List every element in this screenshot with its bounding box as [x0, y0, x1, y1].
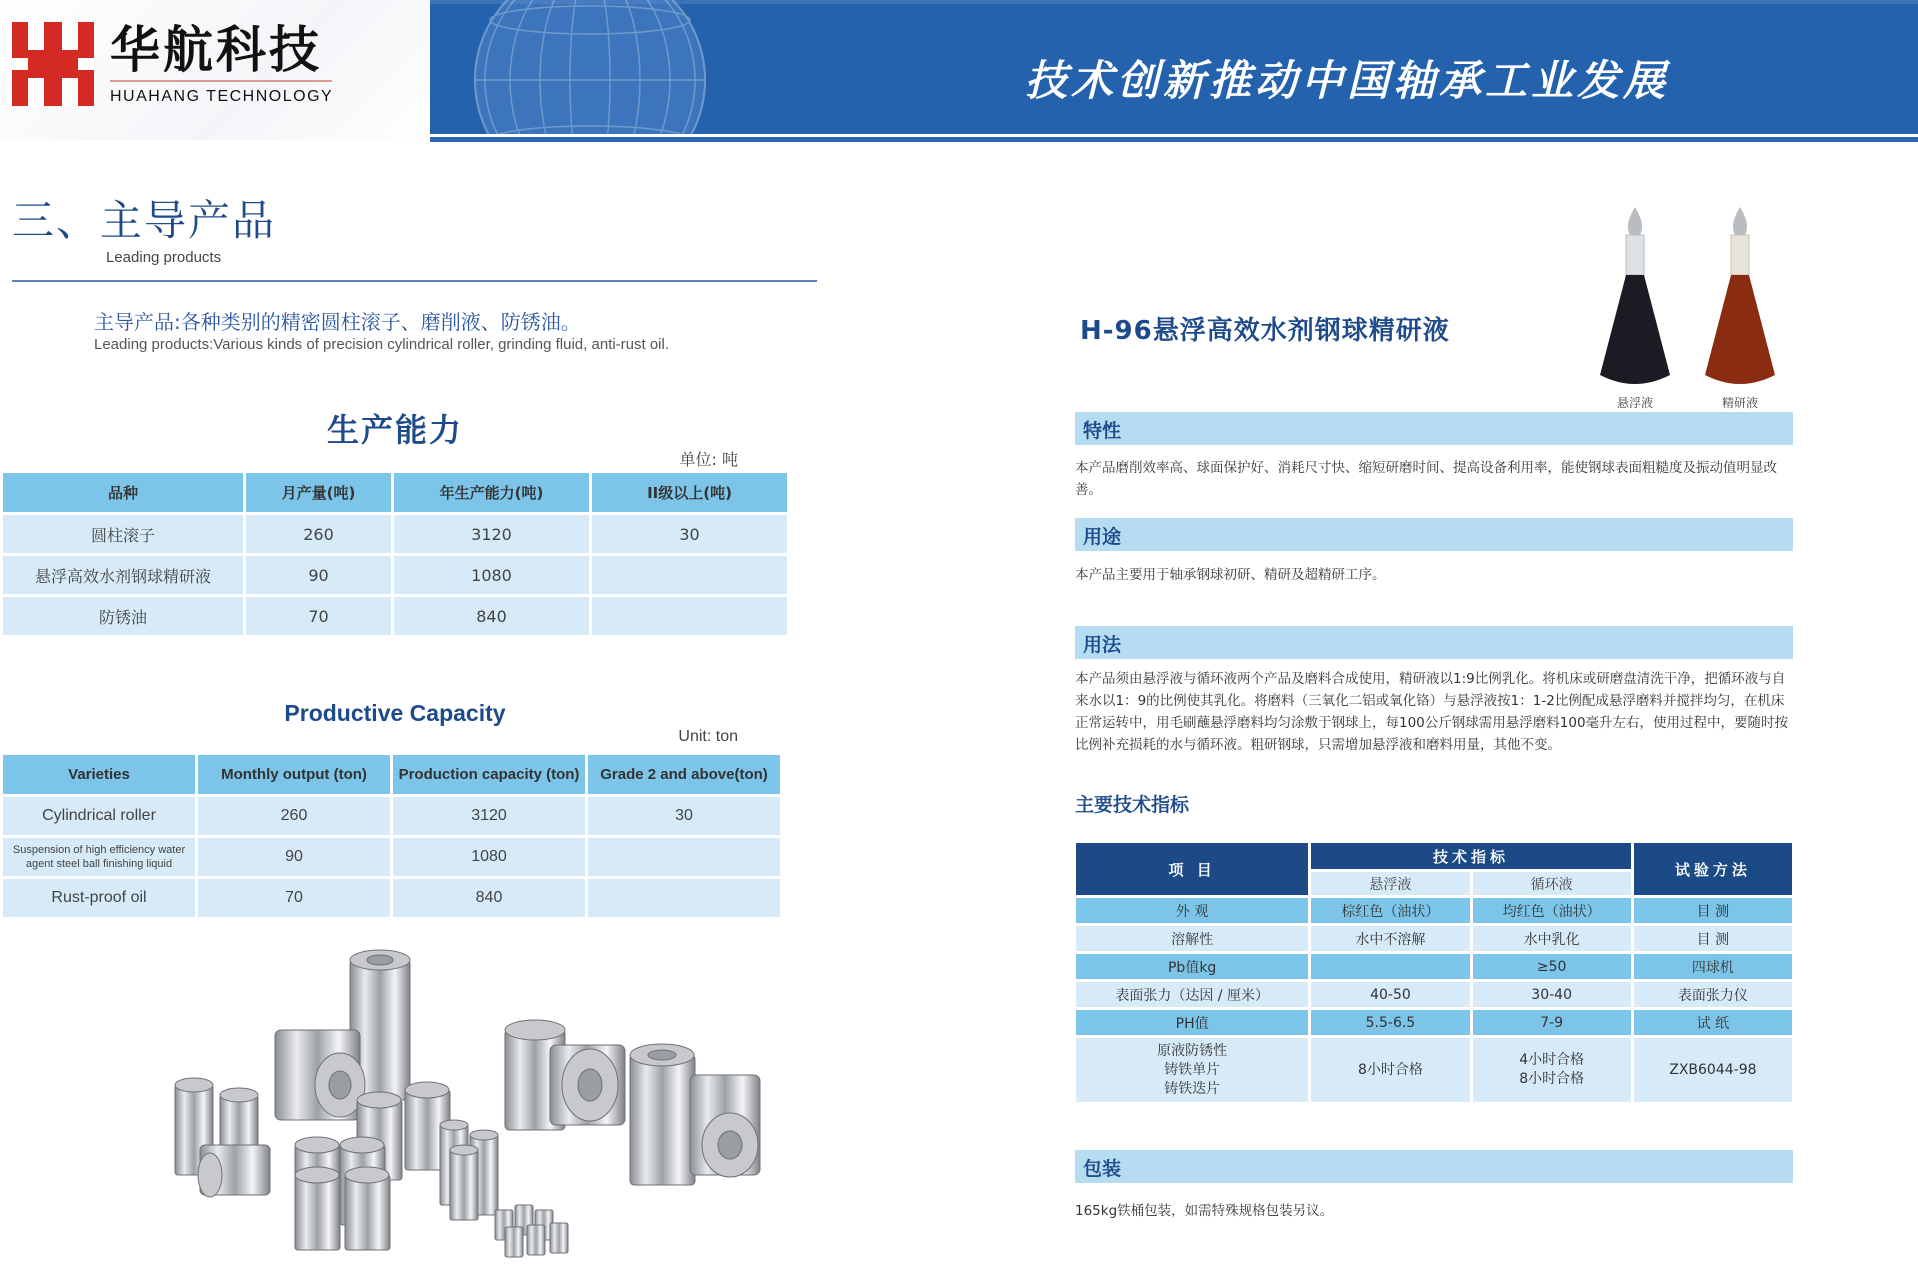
- table-cell: 目 测: [1634, 898, 1792, 923]
- column-subheader: 悬浮液: [1311, 872, 1469, 895]
- section-title: 三、主导产品: [12, 196, 277, 245]
- company-logo-area: [0, 0, 430, 140]
- table-cell: 表面张力（达因 / 厘米）: [1076, 982, 1308, 1007]
- column-header: 技术指标: [1311, 843, 1630, 869]
- column-subheader: 循环液: [1473, 872, 1631, 895]
- table-cell: 7-9: [1473, 1010, 1631, 1035]
- table-cell: 5.5-6.5: [1311, 1010, 1469, 1035]
- table-header-row: [3, 473, 787, 512]
- method-header: 用法: [1075, 626, 1793, 659]
- table-row: [1076, 1010, 1792, 1035]
- header-rule: [430, 137, 1918, 142]
- table-cell: 均红色（油状）: [1473, 898, 1631, 923]
- table-row: [3, 597, 787, 635]
- column-header: Production capacity (ton): [393, 755, 585, 794]
- logo-chinese-name: 华航科技: [110, 21, 322, 79]
- unit-label-en: Unit: ton: [678, 728, 738, 745]
- table-cell: 30: [588, 797, 780, 835]
- capacity-table-cn: [0, 470, 790, 638]
- spec-title: 主要技术指标: [1075, 794, 1190, 816]
- usage-header: 用途: [1075, 518, 1793, 551]
- table-cell: Pb值kg: [1076, 954, 1308, 979]
- table-row: [1076, 982, 1792, 1007]
- flask-label: 精研液: [1721, 396, 1758, 410]
- table-cell: 8小时合格: [1311, 1038, 1469, 1102]
- table-row: [3, 879, 780, 917]
- table-cell: 3120: [393, 797, 585, 835]
- table-cell: 840: [393, 879, 585, 917]
- usage-text: 本产品主要用于轴承钢球初研、精研及超精研工序。: [1075, 567, 1386, 583]
- features-text: 本产品磨削效率高、球面保护好、消耗尺寸快、缩短研磨时间、提高设备利用率，能使钢球表面粗糙度及振动值明显改善。: [1075, 460, 1777, 498]
- table-cell: [588, 879, 780, 917]
- flask-label: 悬浮液: [1616, 396, 1653, 410]
- table-cell: 防锈油: [3, 597, 243, 635]
- column-header: Monthly output (ton): [198, 755, 390, 794]
- table-row: [1076, 926, 1792, 951]
- column-header: 年生产能力(吨): [394, 473, 589, 512]
- column-header: Grade 2 and above(ton): [588, 755, 780, 794]
- table-row: [3, 556, 787, 594]
- table-cell: Suspension of high efficiency water agent steel ball finishing liquid: [3, 838, 195, 876]
- method-text: 本产品须由悬浮液与循环液两个产品及磨料合成使用，精研液以1:9比例乳化。将机床或研磨盘清洗干净，把循环液与自来水以1：9的比例使其乳化。将磨料（三氧化二铝或氧化铬）与悬浮液按1：1-2比例配成悬浮磨料并搅拌均匀，在机床正常运转中，用毛刷蘸悬浮磨料均匀涂敷于钢球上，每100公斤钢球需用悬浮磨料100毫升左右，使用过程中，要随时按比例补充损耗的水与循环液。粗研钢球，只需增加悬浮液和磨料用量，其他不变。: [1075, 671, 1789, 753]
- table-cell: [592, 597, 787, 635]
- table-cell: 840: [394, 597, 589, 635]
- table-cell: 四球机: [1634, 954, 1792, 979]
- table-cell: 260: [198, 797, 390, 835]
- column-header: 试验方法: [1634, 843, 1792, 895]
- table-header-row: [3, 755, 780, 794]
- features-header: 特性: [1075, 412, 1793, 445]
- finishing-flask-icon: [1695, 205, 1785, 395]
- table-row: [1076, 1038, 1792, 1102]
- header-banner: [430, 0, 1918, 134]
- column-header: II级以上(吨): [592, 473, 787, 512]
- table-cell: [1311, 954, 1469, 979]
- table-cell: ZXB6044-98: [1634, 1038, 1792, 1102]
- table-cell: 260: [246, 515, 391, 553]
- table-row: [3, 838, 780, 876]
- column-header: 品种: [3, 473, 243, 512]
- table-cell: 悬浮高效水剂钢球精研液: [3, 556, 243, 594]
- table-cell: [592, 556, 787, 594]
- table-row: [3, 515, 787, 553]
- table-cell: 水中乳化: [1473, 926, 1631, 951]
- table-header-row: [1076, 843, 1792, 869]
- column-header: 项 目: [1076, 843, 1308, 895]
- table-cell: 90: [246, 556, 391, 594]
- table-cell: 目 测: [1634, 926, 1792, 951]
- globe-icon: [470, 0, 710, 134]
- packaging-text: 165kg铁桶包装，如需特殊规格包装另议。: [1075, 1203, 1334, 1219]
- table-cell: 试 纸: [1634, 1010, 1792, 1035]
- product-title: H-96悬浮高效水剂钢球精研液: [1080, 316, 1450, 346]
- cylindrical-rollers-image: [160, 935, 800, 1275]
- table-cell: 表面张力仪: [1634, 982, 1792, 1007]
- tech-spec-table: [1073, 840, 1795, 1105]
- table-cell: 70: [246, 597, 391, 635]
- table-cell: PH值: [1076, 1010, 1308, 1035]
- unit-label-cn: 单位: 吨: [679, 450, 738, 469]
- table-cell: 4小时合格 8小时合格: [1473, 1038, 1631, 1102]
- logo-divider: [110, 80, 332, 82]
- logo-english-name: HUAHANG TECHNOLOGY: [110, 88, 334, 105]
- table-cell: 棕红色（油状）: [1311, 898, 1469, 923]
- table-cell: ≥50: [1473, 954, 1631, 979]
- lead-products-cn: 主导产品:各种类别的精密圆柱滚子、磨削液、防锈油。: [94, 310, 581, 334]
- table-cell: 水中不溶解: [1311, 926, 1469, 951]
- capacity-title-cn: 生产能力: [326, 411, 463, 449]
- table-cell: 1080: [394, 556, 589, 594]
- capacity-table-en: [0, 752, 783, 920]
- capacity-title-en: Productive Capacity: [284, 700, 506, 726]
- table-row: [1076, 954, 1792, 979]
- column-header: 月产量(吨): [246, 473, 391, 512]
- table-cell: 30: [592, 515, 787, 553]
- suspension-flask-icon: [1590, 205, 1680, 395]
- column-header: Varieties: [3, 755, 195, 794]
- table-cell: 圆柱滚子: [3, 515, 243, 553]
- table-cell: 1080: [393, 838, 585, 876]
- section-divider: [12, 280, 817, 282]
- table-cell: 40-50: [1311, 982, 1469, 1007]
- table-cell: 外 观: [1076, 898, 1308, 923]
- slogan: 技术创新推动中国轴承工业发展: [1025, 56, 1670, 105]
- huahang-logo-icon: [12, 22, 94, 106]
- table-cell: 90: [198, 838, 390, 876]
- table-cell: 溶解性: [1076, 926, 1308, 951]
- table-cell: Cylindrical roller: [3, 797, 195, 835]
- table-cell: 30-40: [1473, 982, 1631, 1007]
- table-cell: [588, 838, 780, 876]
- table-cell: Rust-proof oil: [3, 879, 195, 917]
- lead-products-en: Leading products:Various kinds of precision cylindrical roller, grinding fluid, anti-rust oil.: [94, 336, 670, 353]
- table-row: [3, 797, 780, 835]
- packaging-header: 包装: [1075, 1150, 1793, 1183]
- table-cell: 3120: [394, 515, 589, 553]
- table-cell: 原液防锈性 铸铁单片 铸铁迭片: [1076, 1038, 1308, 1102]
- table-cell: 70: [198, 879, 390, 917]
- section-subtitle: Leading products: [106, 249, 222, 266]
- table-row: [1076, 898, 1792, 923]
